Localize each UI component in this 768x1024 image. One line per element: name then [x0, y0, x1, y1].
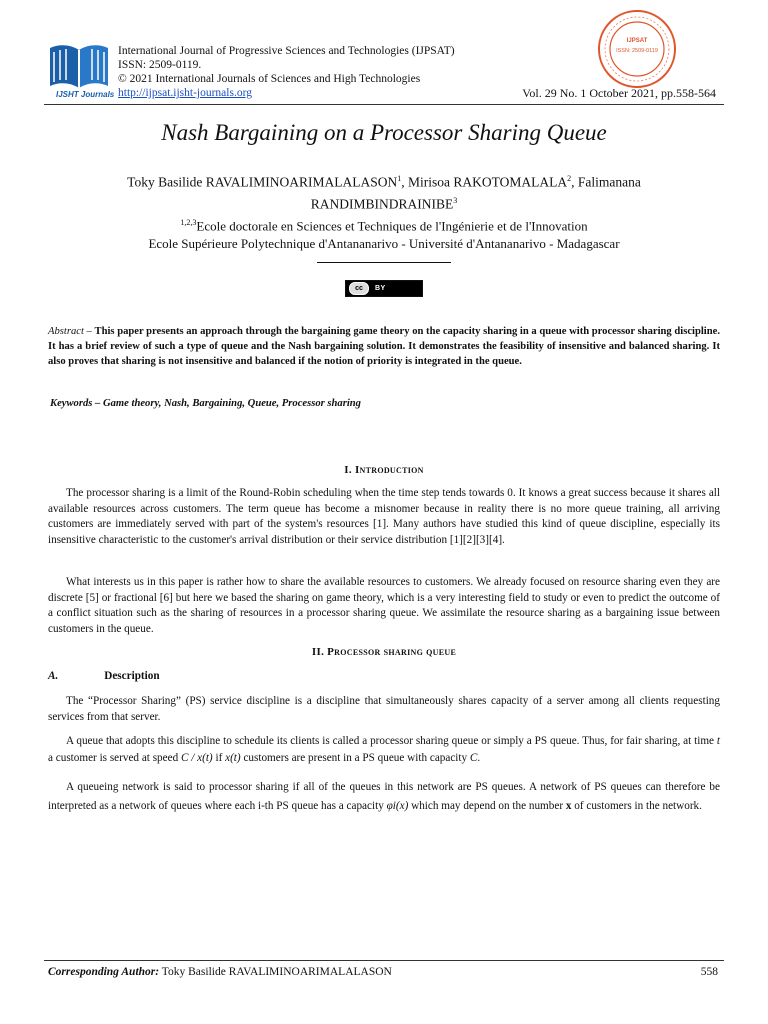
seal-text-bottom: ISSN: 2509-0119	[616, 48, 658, 54]
math-speed: C / x(t)	[180, 752, 213, 764]
book-logo-icon	[46, 38, 112, 94]
journal-logo	[46, 38, 115, 104]
journal-name: International Journal of Progressive Sciences and Technologies (IJPSAT)	[118, 45, 455, 57]
authors-line2: RANDIMBINDRAINIBE$^3$	[310, 195, 458, 211]
cc-by-label: BY	[375, 285, 386, 292]
seal-text-top: IJPSAT	[626, 38, 648, 44]
paragraph-2: What interests us in this paper is rather how to share the available resources to customers. We already focused on resource sharing even they are discrete [5] or fractional [6] but here we based the sharing on game theory, which is a very interesting field to study or even to predict the outcome of a conflict situation such as the sharing of resources in a processor sharing queue. We assimilate the resource sharing as a bargaining issue between customers in the queue.	[48, 576, 720, 635]
journal-url-link[interactable]: http://ijpsat.ijsht-journals.org	[118, 87, 252, 99]
copyright: © 2021 International Journals of Sciences and High Technologies	[118, 73, 421, 85]
math-phi: φi(x)	[386, 799, 409, 812]
authors	[80, 170, 688, 213]
section-processor-sharing-heading: II. Processor sharing queue	[311, 646, 457, 658]
header-rule	[44, 104, 724, 105]
footer-rule	[44, 960, 724, 961]
subsection-title: Description	[104, 670, 160, 682]
cc-license-badge[interactable]	[345, 280, 423, 297]
corresponding-author-label: Corresponding Author:	[48, 966, 160, 978]
volume-info: Vol. 29 No. 1 October 2021, pp.558-564	[522, 86, 716, 100]
page-number: 558	[700, 966, 718, 978]
subsection-letter: A.	[48, 670, 59, 682]
keywords: Keywords – Game theory, Nash, Bargaining, Queue, Processor sharing	[50, 398, 361, 409]
abstract	[48, 324, 720, 369]
abstract-text: This paper presents an approach through the bargaining game theory on the capacity sharing in a queue with processor sharing discipline. It has a brief review of such a type of queue and the Nash bargaining solution. It demonstrates the feasibility of insensitive and balanced sharing. It also proves that sharing is not insensitive and balanced if the notion of priority is integrated in the queue.	[48, 326, 720, 367]
journal-seal	[596, 8, 678, 90]
abstract-label: Abstract –	[48, 326, 92, 337]
paragraph-5: A queueing network is said to processor sharing if all of the queues in this network are PS queues. A network of PS queues can therefore be interpreted as a network of queues where each i-th PS queue has a capacity φi(x) which may depend on the number x of customers in the network.	[48, 781, 720, 812]
affil-line1: Ecole doctorale en Sciences et Techniques de l'Ingénierie et de l'Innovation	[196, 218, 588, 234]
math-xt: x(t)	[225, 752, 241, 764]
paragraph-1: The processor sharing is a limit of the Round-Robin scheduling when the time step tends towards 0. It knows a great success because it shares all available resources across customers. The term queue has become a misnomer because in reality there is no more queue training, all arriving customers are immediately served with part of the system's resources [1]. Many authors have studied this kind of queue discipline, especially its insensitive characteristic to the customer's arrival distribution or their service distribution [1][2][3][4].	[48, 487, 720, 546]
title-rule	[317, 262, 451, 263]
affil-sup: 1,2,3	[180, 218, 197, 227]
corresponding-author-name: Toky Basilide RAVALIMINOARIMALALASON	[161, 966, 392, 978]
issn: ISSN: 2509-0119.	[118, 59, 202, 71]
corresponding-author	[48, 966, 392, 978]
logo-text: IJSHT Journals	[56, 90, 115, 99]
authors-line1: Toky Basilide RAVALIMINOARIMALALASON$^1$, Mirisoa RAKOTOMALALA$^2$, Falimanana	[127, 174, 641, 190]
section-introduction-heading: I. Introduction	[344, 464, 424, 476]
subsection-description	[48, 670, 160, 682]
affiliations	[60, 214, 708, 253]
paper-title: Nash Bargaining on a Processor Sharing Queue	[161, 120, 607, 145]
paragraph-4: A queue that adopts this discipline to schedule its clients is called a processor sharing queue or simply a PS queue. Thus, for fair sharing, at time t a customer is served at speed C / x(t) if x(t) customers are present in a PS queue with capacity C.	[48, 735, 720, 764]
cc-icon: cc	[349, 282, 369, 295]
affil-line2: Ecole Supérieure Polytechnique d'Antananarivo - Université d'Antananarivo - Madagascar	[148, 236, 620, 252]
paragraph-3: The “Processor Sharing” (PS) service discipline is a discipline that simultaneously shares capacity of a server among all clients requesting services from that server.	[48, 695, 720, 723]
